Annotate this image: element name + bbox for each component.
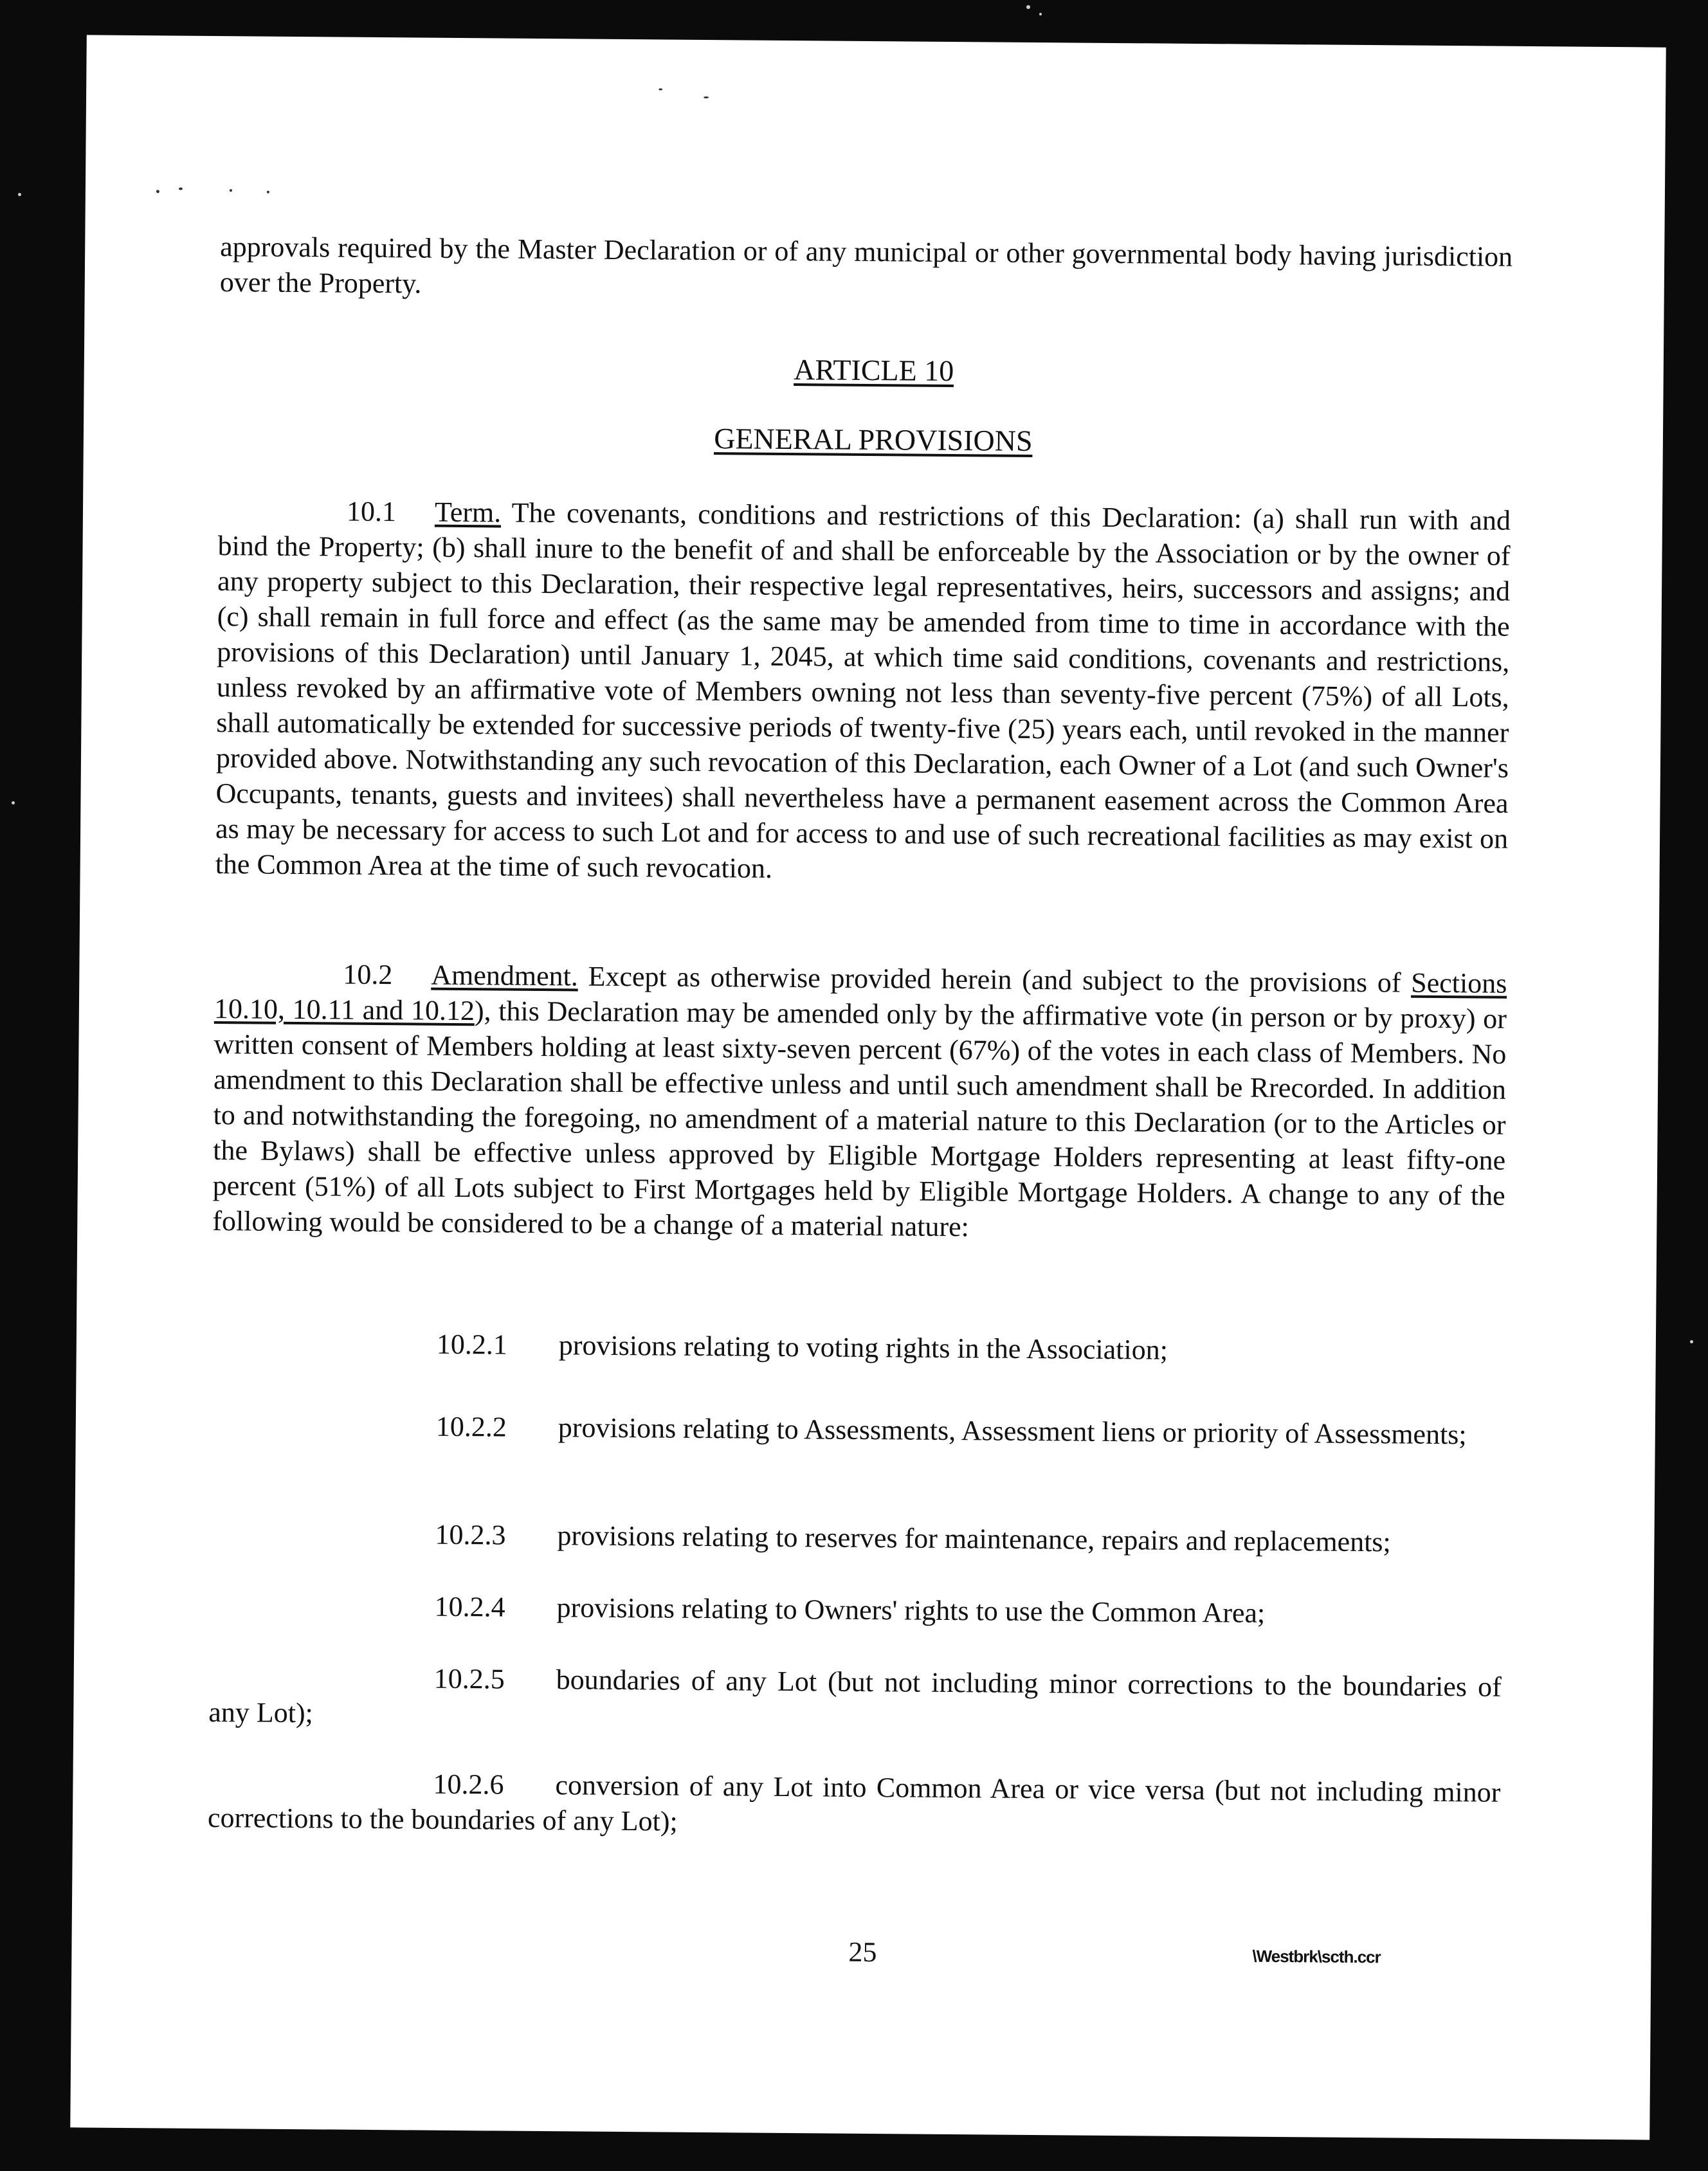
subsection-text: boundaries of any Lot (but not including minor corrections to the boundaries of any Lot); (208, 1664, 1502, 1729)
section-number: 10.1 (346, 495, 397, 528)
page-speck (659, 88, 662, 90)
sections-reference: Sections 10.10, 10.11 and 10.12 (214, 967, 1507, 1027)
subsection-number: 10.2.6 (433, 1768, 504, 1801)
section-heading: Amendment. (431, 959, 579, 992)
section-body-before: Except as otherwise provided herein (and subject to the provisions of (588, 960, 1401, 999)
subsection-text: provisions relating to Assessments, Assessment liens or priority of Assessments; (558, 1412, 1467, 1451)
section-body: The covenants, conditions and restrictions of this Declaration: (a) shall run with and bind the Property; (b) shall inure to the benefit of and shall be enforceable by the Association or by the owner of any property subject to this Declaration, their respective legal representatives, heirs, successors and assigns; and (c) shall remain in full force and effect (as the same may be amended from time to time in accordance with the provisions of this Declaration) until January 1, 2045, at which time said conditions, covenants and restrictions, unless revoked by an affirmative vote of Members owning not less than seventy-five percent (75%) of all Lots, shall automatically be extended for successive periods of twenty-five (25) years each, until revoked in the manner provided above. Notwithstanding any such revocation of this Declaration, each Owner of a Lot (and such Owner's Occupants, tenants, guests and invitees) shall nevertheless have a permanent easement across the Common Area as may be necessary for access to such Lot and for access to and use of such recreational facilities as may exist on the Common Area at the time of such revocation. (215, 496, 1511, 884)
document-page (70, 35, 1666, 2139)
article-title-text: ARTICLE 10 (794, 353, 954, 388)
article-subtitle-text: GENERAL PROVISIONS (714, 422, 1033, 457)
subsection-item (208, 1765, 1501, 1846)
subsection-number: 10.2.2 (435, 1410, 507, 1443)
section-heading: Term. (434, 496, 502, 529)
scan-speck (1039, 13, 1042, 15)
section-10-1 (215, 493, 1511, 892)
section-10-2 (212, 956, 1507, 1249)
scan-speck (12, 801, 15, 804)
subsection-item (211, 1407, 1504, 1453)
section-body-after: ), this Declaration may be amended only by the affirmative vote (in person or by proxy) or written consent of Members holding at least sixty-seven percent (67%) of the votes in each class of Members. No amendment to this Declaration shall be effective unless and until such amendment shall be Rrecorded. In addition to and notwithstanding the foregoing, no amendment of a material nature to this Declaration (or to the Articles or the Bylaws) shall be effective unless approved by Eligible Mortgage Holders representing at least fifty-one percent (51%) of all Lots subject to First Mortgages held by Eligible Mortgage Holders. A change to any of the following would be considered to be a change of a material nature: (212, 995, 1507, 1243)
article-title (84, 346, 1664, 394)
scan-speck (1690, 1340, 1693, 1343)
scan-speck (18, 193, 21, 196)
page-speck (704, 96, 709, 98)
subsection-number: 10.2.3 (435, 1518, 506, 1551)
subsection-number: 10.2.5 (433, 1662, 505, 1695)
article-subtitle (84, 415, 1663, 463)
subsection-item (209, 1587, 1502, 1633)
section-number: 10.2 (343, 958, 393, 991)
subsection-number: 10.2.1 (436, 1328, 508, 1361)
opening-paragraph: approvals required by the Master Declaration or of any municipal or other governmental body having jurisdiction over the Property. (219, 231, 1513, 300)
subsection-item (212, 1325, 1504, 1370)
page-speck (230, 189, 232, 192)
page-speck (156, 190, 159, 193)
subsection-item (210, 1515, 1502, 1561)
subsection-text: conversion of any Lot into Common Area or vice versa (but not including minor corrections to the boundaries of any Lot); (207, 1769, 1501, 1837)
page-speck (267, 191, 269, 194)
subsection-text: provisions relating to Owners' rights to use the Common Area; (556, 1592, 1266, 1629)
subsection-text: provisions relating to reserves for maintenance, repairs and replacements; (557, 1520, 1391, 1558)
subsection-text: provisions relating to voting rights in the Association; (558, 1329, 1168, 1366)
file-path-label: \Westbrk\scth.ccr (1252, 1946, 1381, 1967)
scan-speck (1026, 5, 1030, 9)
page-number: 25 (848, 1936, 877, 1968)
subsection-number: 10.2.4 (434, 1590, 505, 1623)
page-speck (179, 188, 183, 190)
subsection-item (208, 1659, 1502, 1740)
